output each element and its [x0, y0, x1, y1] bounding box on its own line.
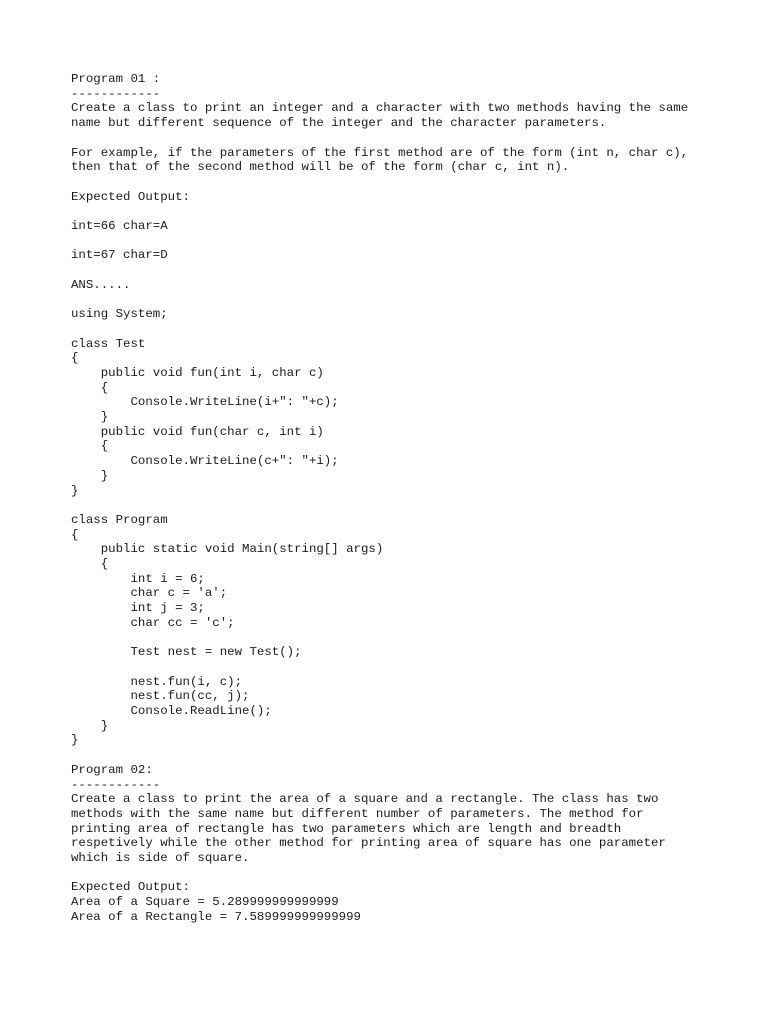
heading-underline: ------------ [71, 777, 161, 792]
blank-line [71, 292, 751, 307]
code-line: { [71, 351, 79, 366]
code-line: char c = 'a'; [71, 586, 228, 601]
code-line: { [71, 439, 109, 454]
code-line: public void fun(int i, char c) [71, 365, 324, 380]
output-line: int=66 char=A [71, 218, 168, 233]
code-line: nest.fun(i, c); [71, 674, 243, 689]
code-line: } [71, 410, 109, 425]
blank-line [71, 660, 751, 675]
paragraph-line: methods with the same name but different number of parameters. The method for [71, 806, 644, 821]
code-line: public static void Main(string[] args) [71, 542, 384, 557]
paragraph-line: For example, if the parameters of the first method are of the form (int n, char c), [71, 145, 689, 160]
blank-line [71, 631, 751, 646]
blank-line [71, 234, 751, 249]
code-line: Console.WriteLine(c+": "+i); [71, 454, 339, 469]
paragraph-line: printing area of rectangle has two parameters which are length and breadth [71, 821, 622, 836]
code-line: public void fun(char c, int i) [71, 424, 324, 439]
paragraph-line: then that of the second method will be of the form (char c, int n). [71, 160, 570, 175]
code-line: } [71, 733, 79, 748]
blank-line [71, 498, 751, 513]
code-line: Console.ReadLine(); [71, 704, 272, 719]
code-line: { [71, 380, 109, 395]
blank-line [71, 322, 751, 337]
paragraph-line: which is side of square. [71, 851, 250, 866]
blank-line [71, 866, 751, 881]
document-text [71, 72, 751, 925]
output-line: int=67 char=D [71, 248, 168, 263]
code-line: using System; [71, 307, 168, 322]
code-line: class Program [71, 512, 168, 527]
blank-line [71, 748, 751, 763]
paragraph-line: Create a class to print an integer and a character with two methods having the same [71, 101, 689, 116]
program-02-heading: Program 02: [71, 762, 153, 777]
code-line: char cc = 'c'; [71, 615, 235, 630]
paragraph-line: respetively while the other method for printing area of square has one parameter [71, 836, 666, 851]
code-line: Console.WriteLine(i+": "+c); [71, 395, 339, 410]
code-line: Test nest = new Test(); [71, 645, 302, 660]
answer-label: ANS..... [71, 277, 131, 292]
code-line: { [71, 557, 109, 572]
code-line: nest.fun(cc, j); [71, 689, 250, 704]
blank-line [71, 175, 751, 190]
expected-output-label: Expected Output: [71, 189, 190, 204]
code-line: } [71, 718, 109, 733]
code-line: int i = 6; [71, 571, 205, 586]
heading-underline: ------------ [71, 86, 161, 101]
output-line: Area of a Square = 5.289999999999999 [71, 895, 339, 910]
paragraph-line: Create a class to print the area of a square and a rectangle. The class has two [71, 792, 659, 807]
code-line: int j = 3; [71, 601, 205, 616]
expected-output-label: Expected Output: [71, 880, 190, 895]
code-line: } [71, 468, 109, 483]
program-01-heading: Program 01 : [71, 72, 161, 86]
code-line: { [71, 527, 79, 542]
paragraph-line: name but different sequence of the integer and the character parameters. [71, 116, 607, 131]
blank-line [71, 263, 751, 278]
blank-line [71, 204, 751, 219]
blank-line [71, 131, 751, 146]
output-line: Area of a Rectangle = 7.589999999999999 [71, 909, 361, 924]
code-line: } [71, 483, 79, 498]
code-line: class Test [71, 336, 146, 351]
